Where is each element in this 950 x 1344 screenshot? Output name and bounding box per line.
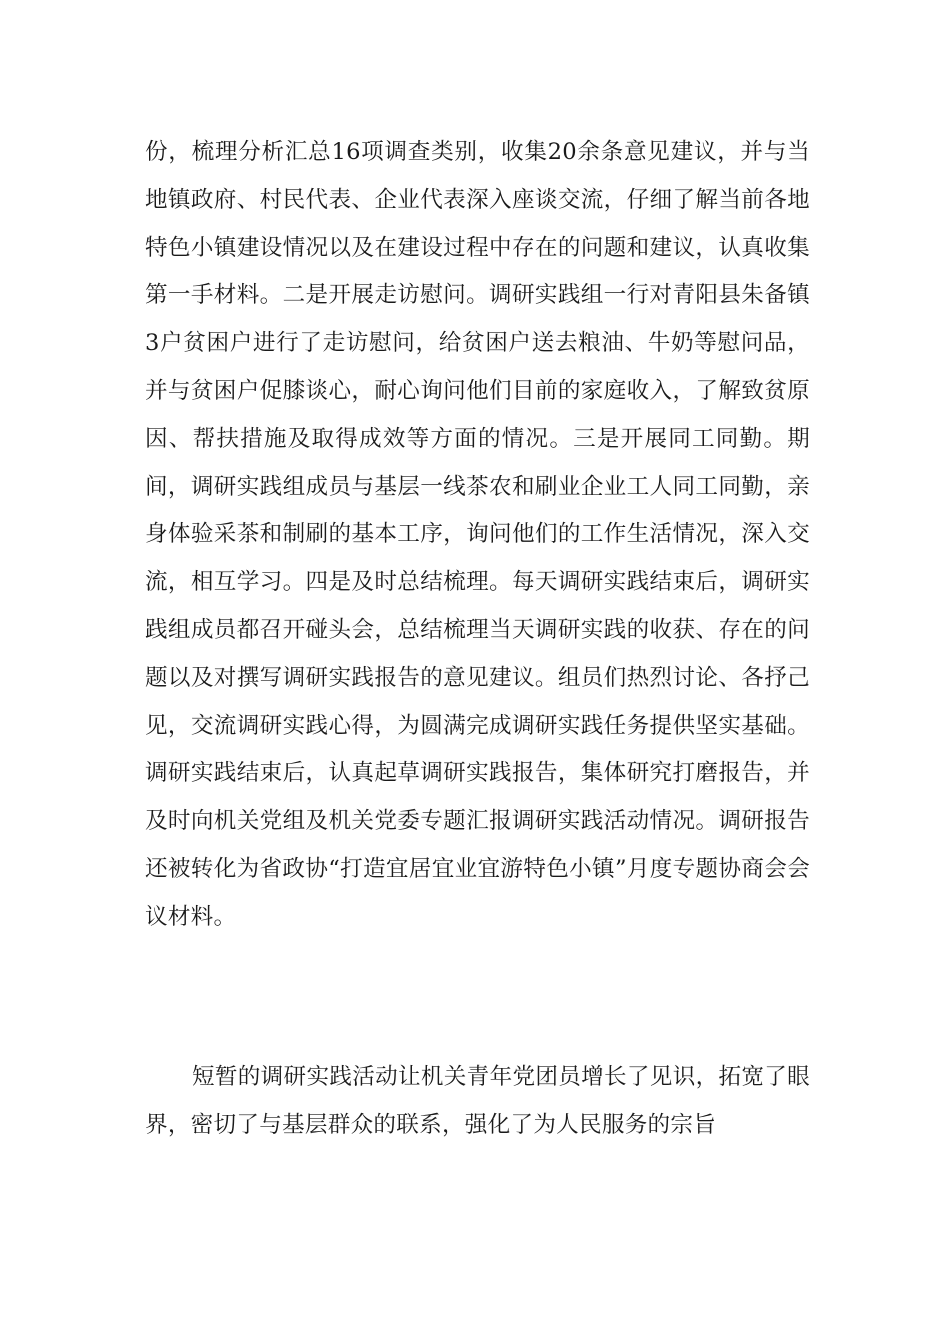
body-paragraph-2: 短暂的调研实践活动让机关青年党团员增长了见识，拓宽了眼界，密切了与基层群众的联系，强化了为人民服务的宗旨 [145,1064,810,1138]
body-paragraph-1: 份，梳理分析汇总16项调查类别，收集20余条意见建议，并与当地镇政府、村民代表、企业代表深入座谈交流，仔细了解当前各地特色小镇建设情况以及在建设过程中存在的问题和建议，认真收集第一手材料。二是开展走访慰问。调研实践组一行对青阳县朱备镇3户贫困户进行了走访慰问，给贫困户送去粮油、牛奶等慰问品，并与贫困户促膝谈心，耐心询问他们目前的家庭收入，了解致贫原因、帮扶措施及取得成效等方面的情况。三是开展同工同勤。期间，调研实践组成员与基层一线茶农和刷业企业工人同工同勤，亲身体验采茶和制刷的基本工序，询问他们的工作生活情况，深入交流，相互学习。四是及时总结梳理。每天调研实践结束后，调研实践组成员都召开碰头会，总结梳理当天调研实践的收获、存在的问题以及对撰写调研实践报告的意见建议。组员们热烈讨论、各抒己见，交流调研实践心得，为圆满完成调研实践任务提供坚实基础。调研实践结束后，认真起草调研实践报告，集体研究打磨报告，并及时向机关党组及机关党委专题汇报调研实践活动情况。调研报告还被转化为省政协“打造宜居宜业宜游特色小镇”月度专题协商会会议材料。 [145,139,810,930]
